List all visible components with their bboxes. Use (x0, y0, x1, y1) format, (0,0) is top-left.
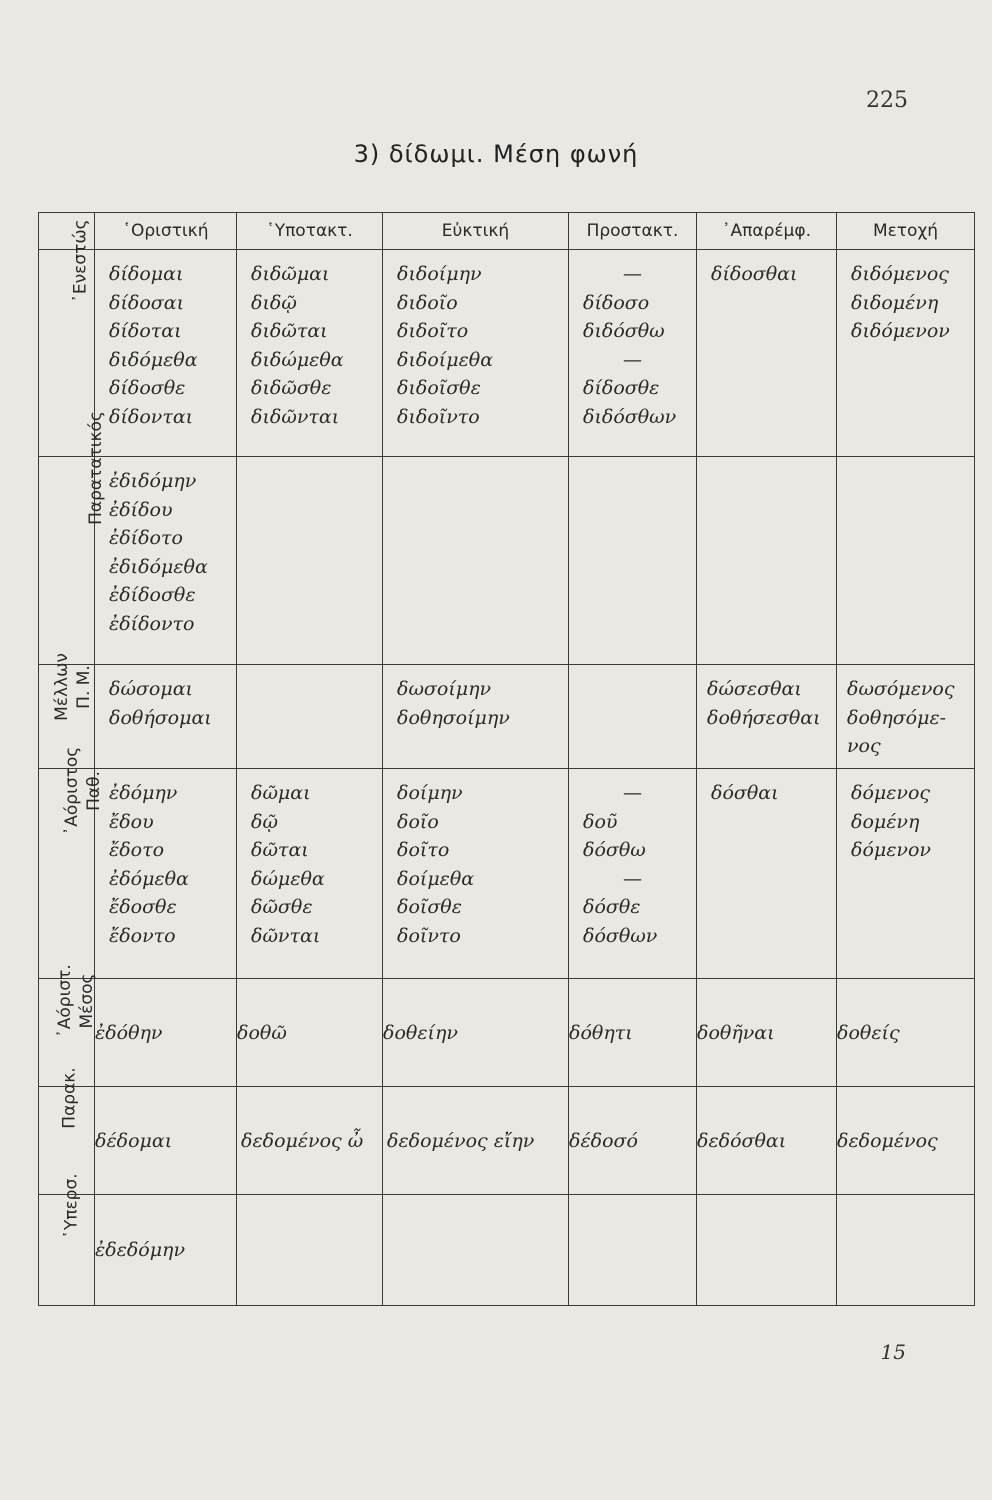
cell-perfect-participle: δεδομένος (837, 1087, 975, 1195)
form: διδόσθων (583, 405, 677, 428)
column-header-subjunctive: ῾Υποτακτ. (237, 213, 383, 250)
form: δώμεθα (251, 867, 325, 890)
row-label-future: Μέλλων Π. Μ. (39, 665, 95, 769)
form: δοίμην (397, 782, 463, 804)
form: δοθήσομαι (109, 706, 212, 729)
form: δοῖτο (397, 839, 450, 861)
cell-empty (383, 1195, 569, 1306)
form: ἐδόμεθα (109, 867, 189, 890)
cell-empty (569, 665, 697, 769)
form: ἐδόμην (109, 782, 178, 804)
form: διδῶσθε (251, 377, 332, 399)
cell-perfect-subjunctive: δεδομένος ὦ (237, 1087, 383, 1195)
form: δίδοσο (583, 291, 650, 314)
form: δόσθαι (711, 782, 779, 804)
form: διδῶμαι (251, 263, 330, 285)
form: δοῖο (397, 810, 439, 833)
row-label-present: ᾿Ενεστώς (39, 250, 95, 457)
form: νος (847, 735, 881, 757)
form-dash: — (623, 348, 642, 371)
cell-aorist-passive-subjunctive (237, 769, 383, 979)
cell-perfect-indicative: δέδομαι (95, 1087, 237, 1195)
row-pluperfect (39, 1195, 975, 1306)
form: δοῖντο (397, 924, 461, 947)
form: ἐδιδόμην (109, 470, 197, 492)
form: δοθησοίμην (397, 706, 510, 729)
cell-empty (569, 1195, 697, 1306)
form: ἔδοσθε (109, 896, 177, 918)
form: διδῷ (251, 291, 297, 314)
cell-present-imperative (569, 250, 697, 457)
cell-aorist-middle-imperative: δόθητι (569, 979, 697, 1087)
form: δοίμεθα (397, 867, 475, 890)
form: διδοῖντο (397, 405, 480, 428)
cell-imperfect-indicative (95, 457, 237, 665)
row-label-aorist-passive: ᾿Αόριστος Παθ. (39, 769, 95, 979)
cell-empty (697, 1195, 837, 1306)
form: διδόσθω (583, 320, 665, 342)
cell-perfect-infinitive: δεδόσθαι (697, 1087, 837, 1195)
form: δίδοται (109, 320, 182, 342)
form: διδόμενον (851, 320, 950, 342)
form: διδομένη (851, 291, 939, 314)
cell-present-optative (383, 250, 569, 457)
form: δῶται (251, 839, 309, 861)
form: δίδομαι (109, 263, 184, 285)
form: δώσομαι (109, 678, 193, 700)
cell-aorist-middle-infinitive: δοθῆναι (697, 979, 837, 1087)
form: διδοίμην (397, 263, 482, 285)
cell-aorist-passive-infinitive (697, 769, 837, 979)
cell-aorist-passive-optative (383, 769, 569, 979)
cell-future-indicative (95, 665, 237, 769)
form: διδοῖτο (397, 320, 469, 342)
form: δίδοσαι (109, 291, 185, 314)
form: διδῶνται (251, 405, 340, 428)
cell-present-indicative (95, 250, 237, 457)
form: δίδοσθαι (711, 263, 798, 285)
cell-aorist-middle-indicative: ἐδόθην (95, 979, 237, 1087)
cell-aorist-middle-subjunctive: δοθῶ (237, 979, 383, 1087)
row-aorist-middle (39, 979, 975, 1087)
column-header-participle: Μετοχή (837, 213, 975, 250)
conjugation-table (38, 212, 975, 1306)
cell-future-participle (837, 665, 975, 769)
form: διδώμεθα (251, 348, 344, 371)
page-title: 3) δίδωμι. Μέση φωνή (353, 140, 639, 168)
cell-aorist-passive-participle (837, 769, 975, 979)
form: δώσεσθαι (707, 678, 802, 700)
cell-aorist-passive-imperative (569, 769, 697, 979)
form: δόσθε (583, 896, 641, 918)
cell-empty (697, 457, 837, 665)
row-label-imperfect: Παρατατικός (39, 457, 95, 665)
cell-aorist-middle-participle: δοθείς (837, 979, 975, 1087)
form-dash: — (623, 782, 642, 804)
form: διδοῖσθε (397, 377, 481, 399)
row-label-perfect: Παρακ. (39, 1087, 95, 1195)
form: δοθήσεσθαι (707, 706, 821, 729)
page-number: 225 (866, 88, 908, 113)
form: δόσθων (583, 924, 658, 947)
row-perfect (39, 1087, 975, 1195)
form: δοῦ (583, 810, 618, 833)
cell-empty (237, 457, 383, 665)
form: δόμενον (851, 839, 931, 861)
form: ἔδοντο (109, 924, 176, 947)
cell-future-optative (383, 665, 569, 769)
form: ἐδιδόμεθα (109, 555, 208, 578)
form: δόμενος (851, 782, 931, 804)
form: δομένη (851, 810, 920, 833)
form: διδῶται (251, 320, 328, 342)
cell-perfect-imperative: δέδοσό (569, 1087, 697, 1195)
form: διδοίμεθα (397, 348, 494, 371)
row-future (39, 665, 975, 769)
form: διδόμεθα (109, 348, 198, 371)
form: ἐδίδοντο (109, 612, 195, 635)
form: δοῖσθε (397, 896, 462, 918)
column-header-imperative: Προστακτ. (569, 213, 697, 250)
form: διδόμενος (851, 263, 949, 285)
cell-empty (237, 1195, 383, 1306)
cell-empty (837, 457, 975, 665)
cell-aorist-middle-optative: δοθείην (383, 979, 569, 1087)
row-aorist-passive (39, 769, 975, 979)
form: διδοῖο (397, 291, 458, 314)
form: δοθησόμε- (847, 706, 947, 729)
column-header-optative: Εὐκτική (383, 213, 569, 250)
form: δωσοίμην (397, 678, 492, 700)
row-imperfect (39, 457, 975, 665)
form: δῶμαι (251, 782, 311, 804)
form: δῶσθε (251, 896, 313, 918)
cell-future-infinitive (697, 665, 837, 769)
footer-signature-number: 15 (880, 1340, 906, 1364)
cell-pluperfect-indicative: ἐδεδόμην (95, 1195, 237, 1306)
column-header-infinitive: ᾿Απαρέμφ. (697, 213, 837, 250)
cell-empty (837, 1195, 975, 1306)
row-label-aorist-middle: ᾿Αόριστ. Μέσος (39, 979, 95, 1087)
form: ἔδου (109, 810, 154, 833)
form: δῷ (251, 810, 278, 833)
form: δίδοσθε (109, 377, 186, 399)
form: δῶνται (251, 924, 321, 947)
form: ἐδίδοτο (109, 527, 183, 549)
column-header-indicative: ῾Οριστική (95, 213, 237, 250)
row-present (39, 250, 975, 457)
form: ἔδοτο (109, 839, 165, 861)
form: δωσόμενος (847, 678, 955, 700)
form-dash: — (623, 867, 642, 890)
form: δίδονται (109, 405, 194, 428)
cell-present-participle (837, 250, 975, 457)
cell-aorist-passive-indicative (95, 769, 237, 979)
form: δίδοσθε (583, 377, 660, 399)
form-dash: — (623, 263, 642, 285)
form: ἐδίδου (109, 498, 173, 521)
cell-present-infinitive (697, 250, 837, 457)
cell-empty (569, 457, 697, 665)
form: ἐδίδοσθε (109, 584, 196, 606)
cell-empty (383, 457, 569, 665)
form: δόσθω (583, 839, 646, 861)
cell-present-subjunctive (237, 250, 383, 457)
cell-perfect-optative: δεδομένος εἴην (383, 1087, 569, 1195)
cell-empty (237, 665, 383, 769)
header-row (39, 213, 975, 250)
row-label-pluperfect: ῾Υπερσ. (39, 1195, 95, 1306)
